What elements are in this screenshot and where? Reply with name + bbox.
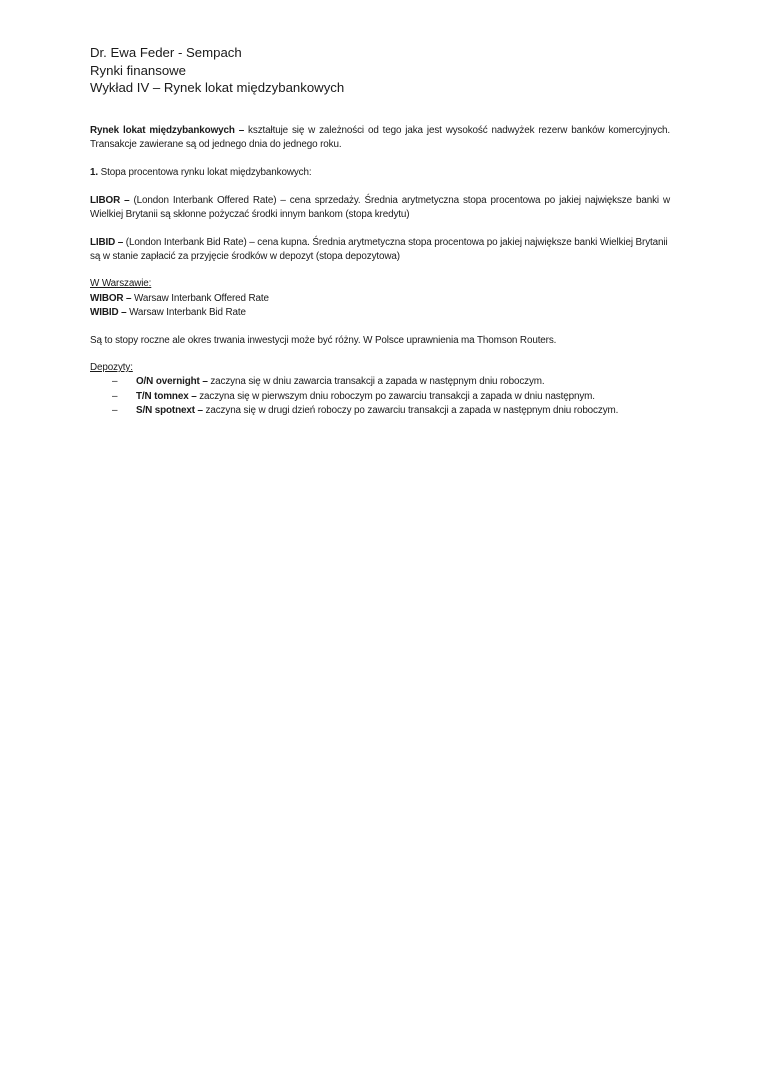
wibor-term: WIBOR – xyxy=(90,292,132,304)
intro-term: Rynek lokat międzybankowych – xyxy=(90,125,245,136)
libid-paragraph xyxy=(90,236,670,264)
section-1-title: Stopa procentowa rynku lokat międzybankowych: xyxy=(98,166,312,178)
deposit-term: T/N tomnex – xyxy=(136,390,197,402)
list-dash: – xyxy=(112,404,118,416)
deposit-text: zaczyna się w dniu zawarcia transakcji a zapada w następnym dniu roboczym. xyxy=(207,376,545,388)
list-item xyxy=(90,375,670,389)
warsaw-heading xyxy=(90,277,670,291)
deposits-heading-text: Depozyty: xyxy=(90,362,133,374)
document-body xyxy=(90,124,670,418)
deposit-text: zaczyna się w drugi dzień roboczy po zawarciu transakcji a zapada w następnym dniu roboczym. xyxy=(202,404,619,416)
author-line: Dr. Ewa Feder - Sempach xyxy=(90,45,242,60)
libor-paragraph xyxy=(90,194,670,222)
libor-text: (London Interbank Offered Rate) – cena sprzedaży. Średnia arytmetyczna stopa procentowa po jakiej największe banki w Wielkiej Brytanii są skłonne pożyczać środki innym bankom (stopa kredytu) xyxy=(90,194,670,220)
warsaw-heading-text: W Warszawie: xyxy=(90,278,152,290)
intro-paragraph xyxy=(90,124,670,152)
libid-text: (London Interbank Bid Rate) – cena kupna. Średnia arytmetyczna stopa procentowa po jakiej największe banki Wielkiej Brytanii są w stanie zapłacić za przyjęcie środków w depozyt (stopa depozytowa) xyxy=(90,236,668,262)
libid-term: LIBID – xyxy=(90,236,124,248)
wibid-term: WIBID – xyxy=(90,306,127,318)
list-dash: – xyxy=(112,390,118,402)
libor-term: LIBOR – xyxy=(90,194,130,206)
wibid-text: Warsaw Interbank Bid Rate xyxy=(126,306,246,318)
deposits-list xyxy=(90,375,670,418)
lecture-title: Wykład IV – Rynek lokat międzybankowych xyxy=(90,80,345,95)
list-item xyxy=(90,404,670,418)
deposit-term: O/N overnight – xyxy=(136,376,208,388)
deposit-term: S/N spotnext – xyxy=(136,404,203,416)
section-1-number: 1. xyxy=(90,166,98,178)
intro-text: kształtuje się w zależności od tego jaka jest wysokość nadwyżek rezerw banków komercyjnych. Transakcje zawierane są od jednego dnia do jednego roku. xyxy=(90,125,671,151)
document-header xyxy=(90,44,344,97)
list-item xyxy=(90,390,670,404)
course-line: Rynki finansowe xyxy=(90,62,187,78)
wibid-line xyxy=(90,306,670,320)
note-paragraph: Są to stopy roczne ale okres trwania inwestycji może być różny. W Polsce uprawnienia ma Thomson Routers. xyxy=(90,334,557,346)
wibor-text: Warsaw Interbank Offered Rate xyxy=(131,292,269,304)
section-1-heading xyxy=(90,166,670,180)
deposits-heading xyxy=(90,361,670,375)
list-dash: – xyxy=(112,376,118,388)
wibor-line xyxy=(90,292,670,306)
deposit-text: zaczyna się w pierwszym dniu roboczym po zawarciu transakcji a zapada w dniu następnym. xyxy=(196,390,595,402)
